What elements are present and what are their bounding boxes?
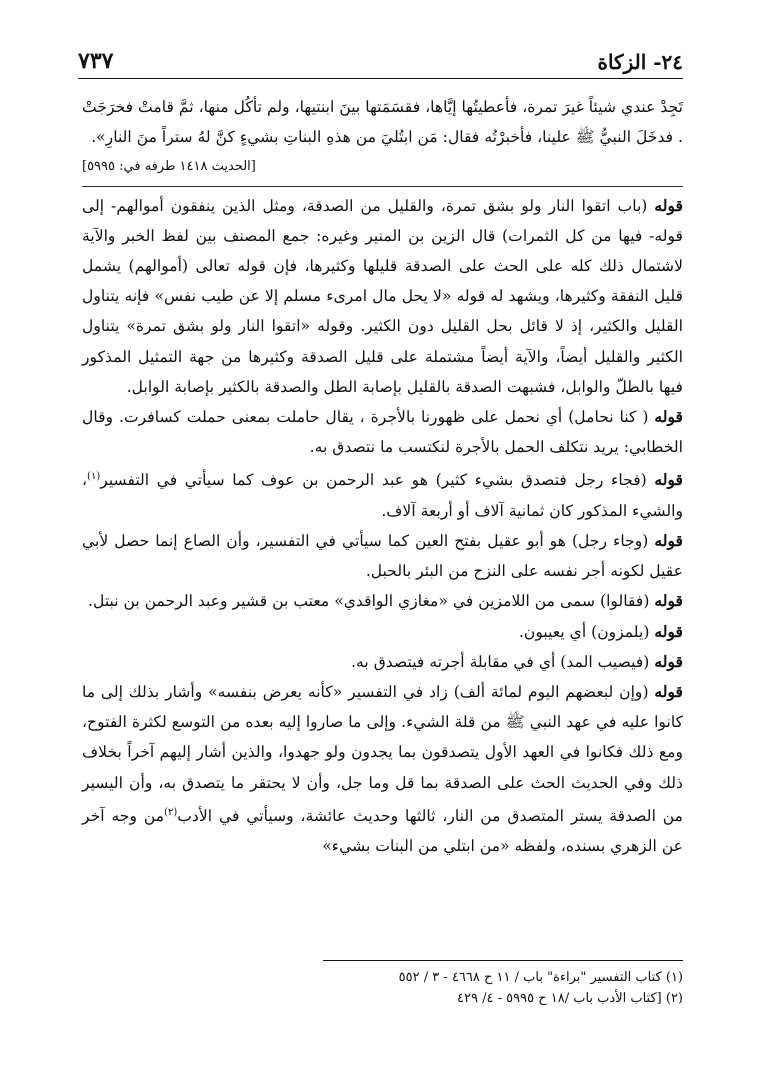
footnote: (٢) [كتاب الأدب باب /١٨ ح ٥٩٩٥ - ٤/ ٤٢٩ [457, 991, 683, 1006]
main-text [82, 92, 683, 861]
commentary-paragraph [82, 677, 683, 861]
paragraph-lead: قوله [654, 682, 683, 702]
footnote-rule [323, 960, 683, 961]
paragraph-lead: قوله [654, 591, 683, 611]
commentary-paragraph [82, 462, 683, 526]
commentary-paragraph [82, 526, 683, 586]
commentary-paragraph [82, 647, 683, 677]
paragraph-text: ، والشيء المذكور كان ثمانية آلاف أو أربعة آلاف. [82, 471, 683, 520]
footnote-marker: (١) [87, 471, 101, 483]
hadith-text: تَجِدْ عندي شيئاً غيرَ تمرة، فأعطيتُها إيَّاها، فقسَمَتها بينَ ابنتيها، ولم تأكُل منها، ثمَّ قامتْ فخرَجَتْ . فدخَلَ النبيُّ ﷺ علينا، فأخبرْتُه فقال: مَن ابتُليَ من هذهِ البناتِ بشيءٍ كنَّ لهُ ستراً منَ النارِ». [82, 98, 683, 147]
paragraph-lead: قوله [654, 470, 683, 490]
paragraph-lead: قوله [654, 621, 683, 641]
hadith-reference: [الحديث ١٤١٨ طرفه في: ٥٩٩٥] [82, 159, 256, 175]
paragraph-lead: قوله [654, 407, 683, 427]
paragraph-lead: قوله [654, 651, 683, 671]
paragraph-text: (فقالوا) سمى من اللامزين في «مغازي الواقدي» معتب بن قشير وعبد الرحمن بن نبتل. [88, 592, 650, 611]
header-rule [78, 78, 683, 79]
paragraph-text: (وجاء رجل) هو أبو عقيل بفتح العين كما سيأتي في التفسير، وأن الصاع إنما حصل لأبي عقيل لكونه أجر نفسه على النزح من البئر بالحبل. [82, 532, 683, 581]
paragraph-text: (يلمزون) أي يعيبون. [518, 622, 650, 641]
page-number: ٧٣٧ [78, 48, 114, 74]
commentary-paragraph [82, 402, 683, 462]
footnote: (١) كتاب التفسير "براءة" باب / ١١ ح ٤٦٦٨ - ٣ / ٥٥٢ [398, 970, 683, 985]
footnotes [82, 960, 683, 1009]
footnote-marker: (٢) [164, 806, 178, 818]
paragraph-lead: قوله [654, 195, 683, 215]
running-header [78, 44, 683, 74]
paragraph-text: (وإن لبعضهم اليوم لمائة ألف) زاد في التفسير «كأنه يعرض بنفسه» وأشار بذلك إلى ما كانوا عليه في عهد النبي ﷺ من قلة الشيء. وإلى ما صاروا إليه بعده من التوسع لكثرة الفتوح، ومع ذلك فكانوا في العهد الأول يتصدقون بما يجدون ولو جهدوا، والذين أشار إليهم آخراً بخلاف ذلك وفي الحديث الحث على الصدقة بما قل وما جل، وأن لا يحتقر ما يتصدق به، وأن اليسير من الصدقة يستر المتصدق من النار، ثالثها وحديث عائشة، وسيأتي في الأدب [82, 683, 683, 826]
paragraph-text: (فجاء رجل فتصدق بشيء كثير) هو عبد الرحمن بن عوف كما سيأتي في التفسير [100, 471, 647, 490]
commentary-paragraph [82, 586, 683, 616]
section-separator [82, 186, 683, 187]
chapter-title: ٢٤- الزكاة [597, 50, 683, 74]
paragraph-text: ( كنا نحامل) أي نحمل على ظهورنا بالأجرة ، يقال حاملت بمعنى حملت كسافرت. وقال الخطابي: يريد نتكلف الحمل بالأجرة لنكتسب ما نتصدق به. [82, 408, 683, 457]
commentary-paragraph [82, 617, 683, 647]
paragraph-lead: قوله [654, 531, 683, 551]
commentary-paragraph [82, 191, 683, 402]
paragraph-text: (باب اتقوا النار ولو بشق تمرة، والقليل من الصدقة، ومثل الذين ينفقون أموالهم- إلى قوله- فيها من كل الثمرات) قال الزين بن المنير وغيره: جمع المصنف بين لفظ الخبر والآية لاشتمال ذلك كله على الحث على الصدقة قليلها وكثيرها، فإن قوله تعالى (أموالهم) يشمل قليل النفقة وكثيرها، ويشهد له قوله «لا يحل مال امرىء مسلم إلا عن طيب نفس» فإنه يتناول القليل والكثير، إذ لا قائل بحل القليل دون الكثير. وقوله «اتقوا النار ولو بشق تمرة» يتناول الكثير والقليل أيضاً، والآية أيضاً مشتملة على قليل الصدقة وكثيرها من جهة التمثيل المذكور فيها بالطلّ والوابل، فشبهت الصدقة بالقليل بإصابة الطل والصدقة بالكثير بإصابة الوابل. [82, 196, 683, 396]
paragraph-text: من وجه آخر عن الزهري بسنده، ولفظه «من ابتلي من البنات بشيء» [82, 807, 683, 856]
paragraph-text: (فيصيب المد) أي في مقابلة أجرته فيتصدق به. [351, 652, 650, 671]
